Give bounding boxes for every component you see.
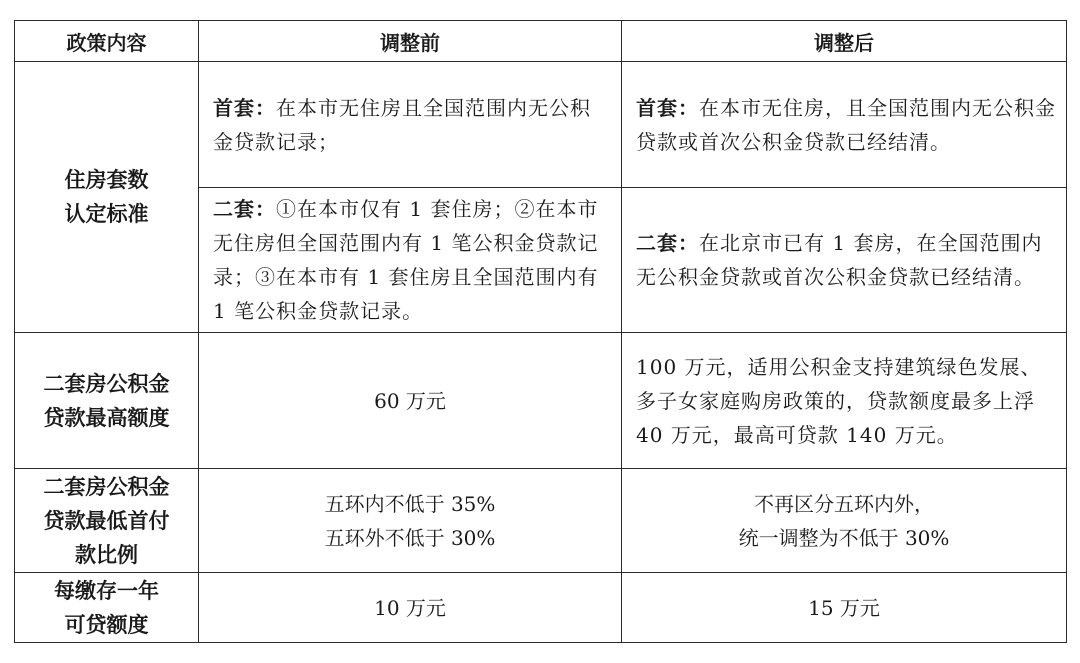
header-policy-content: 政策内容 [15,21,199,62]
cell-per-year-after: 15 万元 [622,573,1067,643]
table-row-per-year [15,573,1067,643]
first-home-after-text: 在本市无住房，且全国范围内无公积金贷款或首次公积金贷款已经结清。 [636,95,1056,154]
cell-per-year-before: 10 万元 [199,573,622,643]
cell-down-payment-after [622,469,1067,573]
category-down-payment-line1: 二套房公积金 [43,474,170,499]
second-home-before-text: ①在本市仅有 1 套住房；②在本市无住房但全国范围内有 1 笔公积金贷款记录；③在本市有 1 套住房且全国范围内有 1 笔公积金贷款记录。 [213,197,599,323]
policy-comparison-table-wrapper [14,20,1066,643]
header-before: 调整前 [199,21,622,62]
category-housing-count [15,62,199,333]
table-row-down-payment [15,469,1067,573]
cell-max-loan-after: 100 万元，适用公积金支持建筑绿色发展、多子女家庭购房政策的，贷款额度最多上浮 40 万元，最高可贷款 140 万元。 [622,333,1067,469]
cell-first-home-after [622,62,1067,188]
table-row-max-loan [15,333,1067,469]
cell-second-home-after [622,188,1067,333]
second-home-after-text: 在北京市已有 1 套房，在全国范围内无公积金贷款或首次公积金贷款已经结清。 [636,231,1043,289]
first-home-before-text: 在本市无住房且全国范围内无公积金贷款记录； [213,95,591,154]
category-per-year [15,573,199,643]
category-max-loan [15,333,199,469]
category-per-year-line1: 每缴存一年 [54,578,159,603]
down-payment-before-line1: 五环内不低于 35% [324,491,496,516]
down-payment-before-line2: 五环外不低于 30% [324,525,496,550]
category-housing-count-line1: 住房套数 [64,168,149,192]
cell-second-home-before [199,188,622,333]
category-max-loan-line1: 二套房公积金 [43,371,170,396]
header-after: 调整后 [622,21,1067,62]
category-housing-count-line2: 认定标准 [64,202,149,226]
first-home-after-label: 首套： [636,95,699,120]
category-max-loan-line2: 贷款最高额度 [43,405,170,430]
category-down-payment-line2: 贷款最低首付 [43,508,170,533]
cell-max-loan-before: 60 万元 [199,333,622,469]
category-down-payment [15,469,199,573]
header-row [15,21,1067,62]
second-home-after-label: 二套： [636,231,699,255]
table-row-housing-first [15,62,1067,188]
policy-comparison-table [14,20,1067,643]
first-home-before-label: 首套： [213,95,276,120]
category-down-payment-line3: 款比例 [75,542,138,567]
category-per-year-line2: 可贷额度 [64,612,149,637]
down-payment-after-line1: 不再区分五环内外， [754,491,934,516]
second-home-before-label: 二套： [213,197,276,221]
cell-first-home-before [199,62,622,188]
down-payment-after-line2: 统一调整为不低于 30% [738,525,950,550]
cell-down-payment-before [199,469,622,573]
